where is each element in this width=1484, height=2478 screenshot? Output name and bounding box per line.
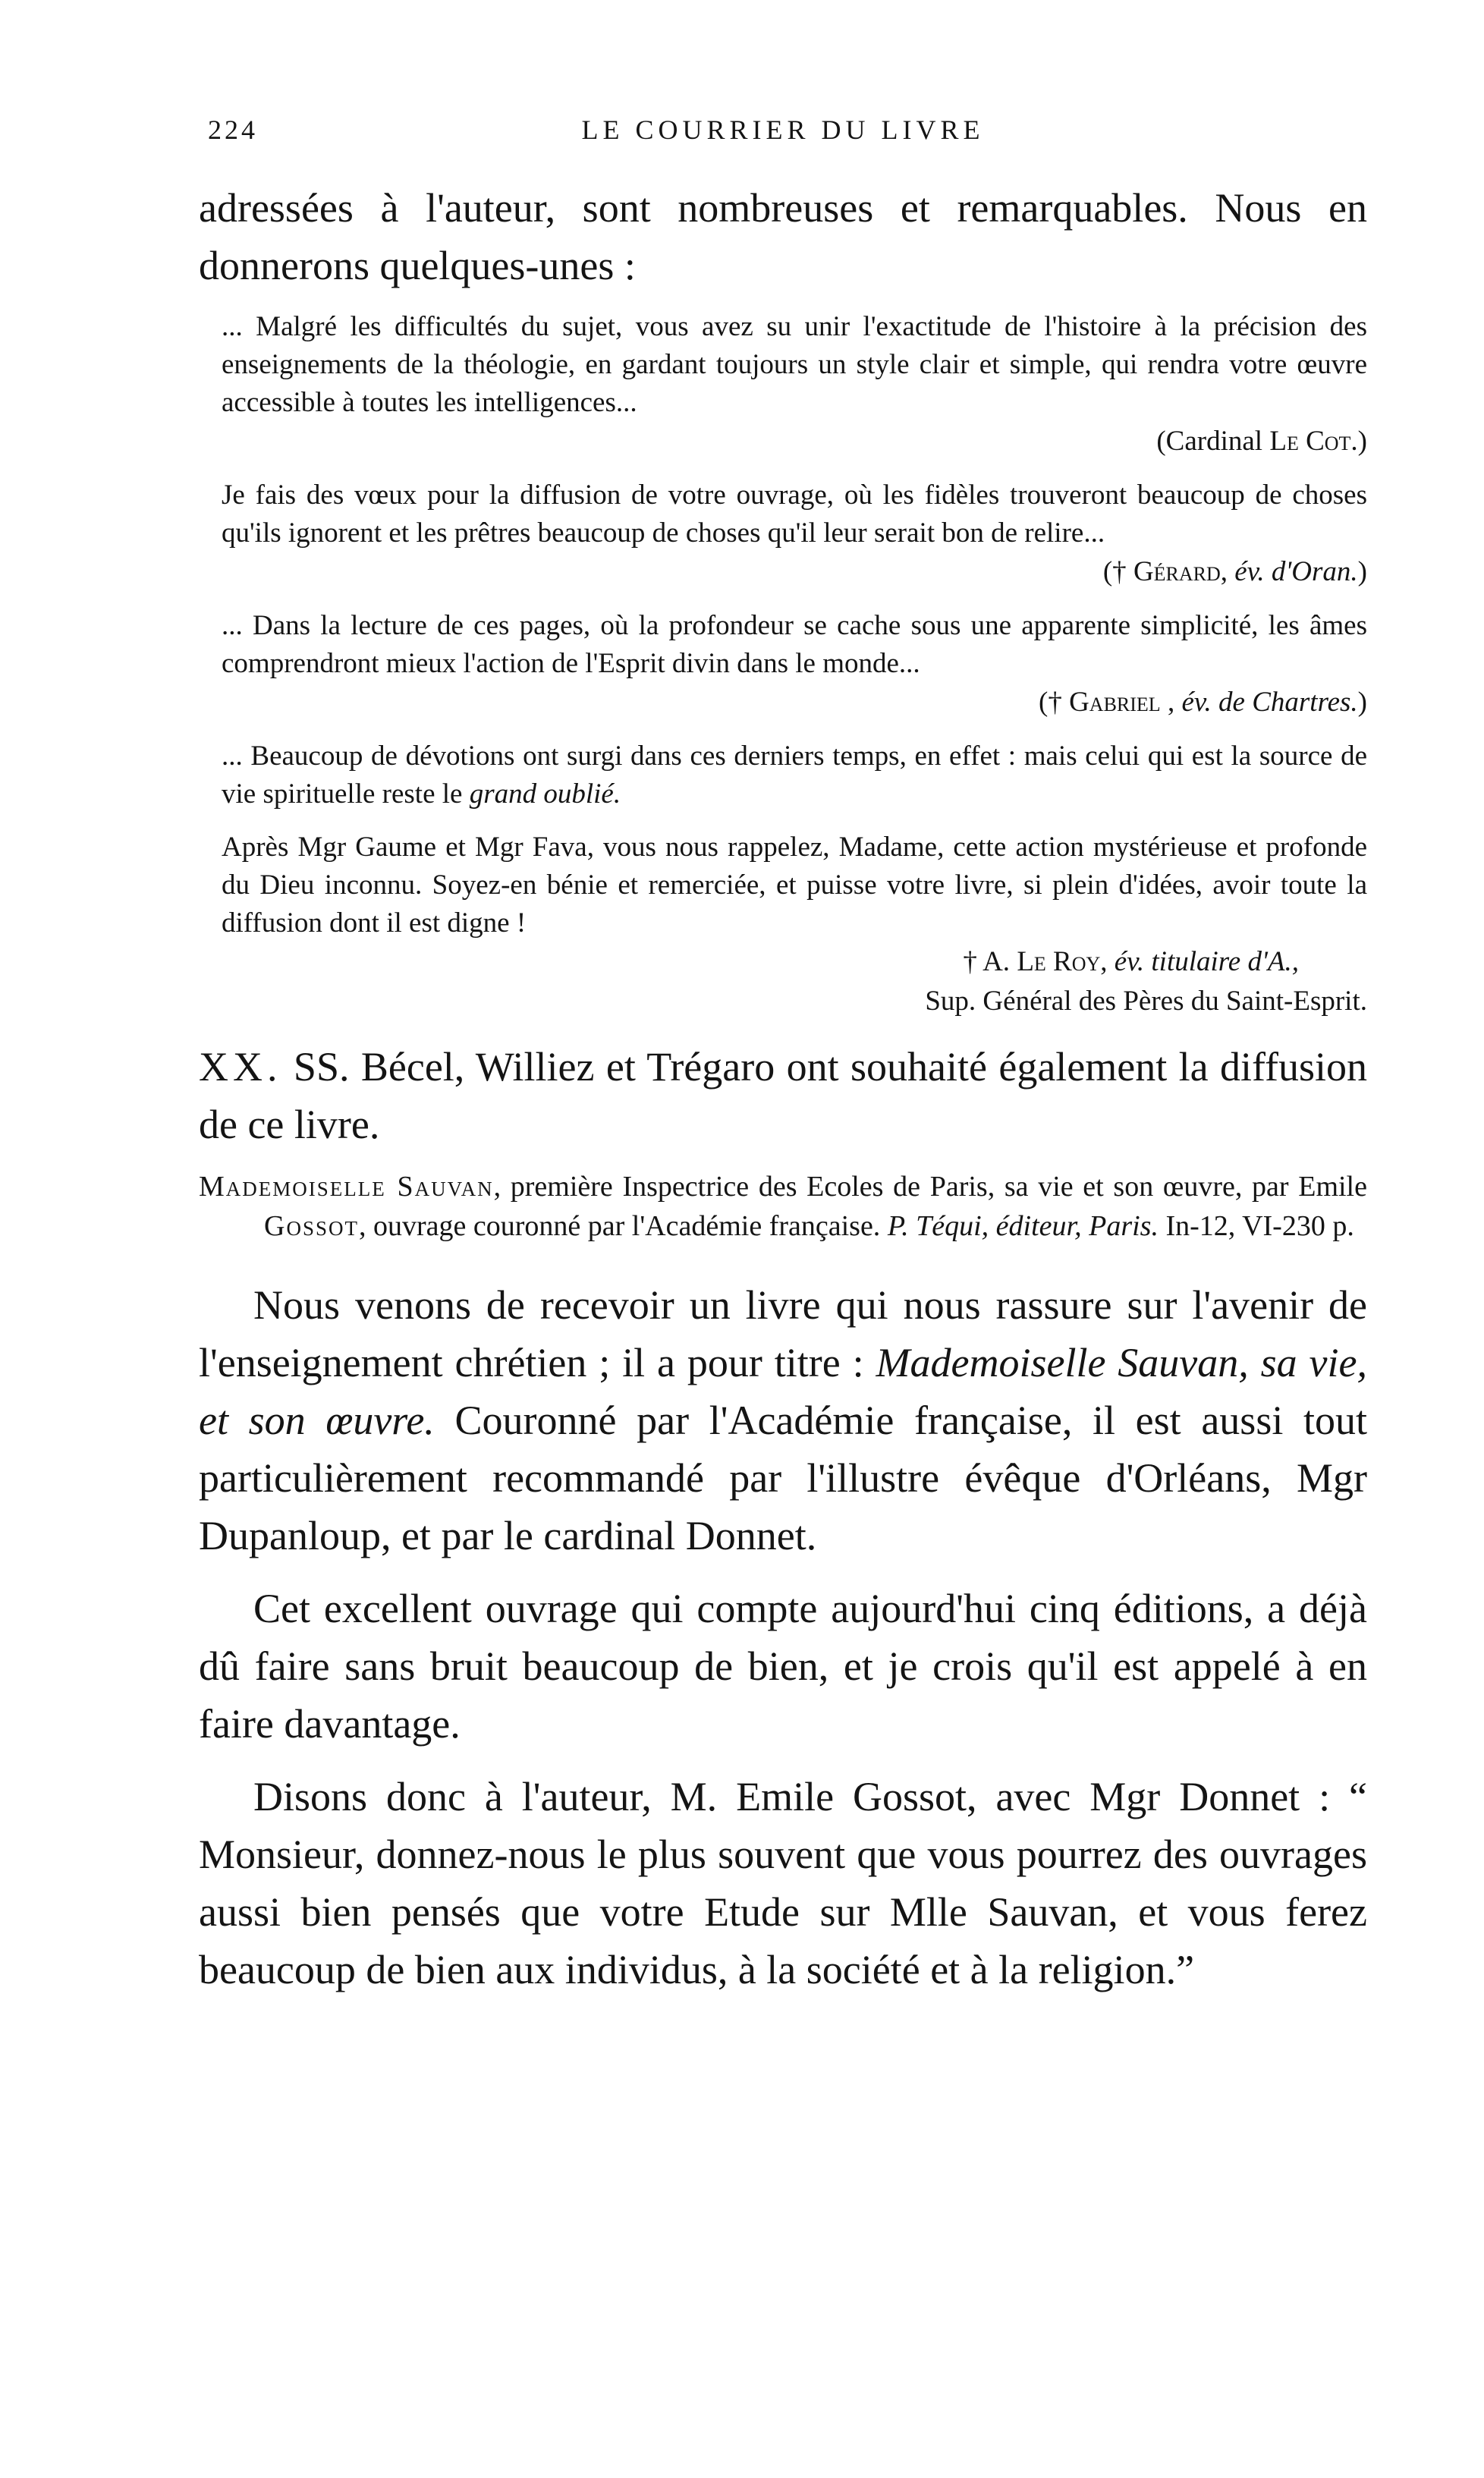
book-title-italic: Mademoiselle Sauvan, sa vie, et son œuvre. <box>199 1340 1367 1443</box>
paragraph-text: Nous venons de recevoir un livre qui nous rassure sur l'avenir de l'enseignement chrétien ; il a pour titre : <box>199 1282 1367 1385</box>
body-paragraph: Cet excellent ouvrage qui compte aujourd'hui cinq éditions, a déjà dû faire sans bruit beaucoup de bien, et je crois qu'il est appelé à en faire davantage. <box>199 1586 1367 1747</box>
book-description: , première Inspectrice des Ecoles de Paris, sa vie et son œuvre, par Emile <box>493 1171 1367 1203</box>
running-title: LE COURRIER DU LIVRE <box>581 115 985 145</box>
body-paragraph: Disons donc à l'auteur, M. Emile Gossot, avec Mgr Donnet : “ Monsieur, donnez-nous le plus souvent que vous pourrez des ouvrages aussi bien pensés que votre Etude sur Mlle Sauvan, et vous ferez beaucoup de bien aux individus, à la société et à la religion.” <box>199 1774 1367 1992</box>
quote-text-main: ... Beaucoup de dévotions ont surgi dans ces derniers temps, en effet : mais celui qui est la source de vie spirituelle reste le <box>222 741 1367 810</box>
signature-close: ) <box>1357 687 1367 718</box>
quote-signature <box>199 683 1367 722</box>
intro-paragraph: adressées à l'auteur, sont nombreuses et remarquables. Nous en donnerons quelques-unes : <box>199 185 1367 288</box>
signature-name: Gérard <box>1133 556 1221 587</box>
quote-text-italic: grand oublié. <box>469 778 621 810</box>
signature-name: Gabriel <box>1069 687 1161 718</box>
book-award: , ouvrage couronné par l'Académie française. <box>358 1210 888 1242</box>
page-number: 224 <box>208 115 258 145</box>
quote-signature <box>199 942 1367 982</box>
bibliography-entry <box>199 1167 1367 1246</box>
signature-suffix: , <box>1220 556 1235 587</box>
quote-signature-line2: Sup. Général des Pères du Saint-Esprit. <box>925 986 1367 1017</box>
signature-close: ) <box>1357 556 1367 587</box>
signature-prefix: † A. <box>963 946 1017 977</box>
book-author: Gossot <box>264 1210 359 1242</box>
paragraph-text: Couronné par l'Académie française, il est aussi tout particulièrement recommandé par l'illustre évêque d'Orléans, Mgr Dupanloup, et par le cardinal Donnet. <box>199 1398 1368 1558</box>
signature-prefix: († <box>1039 687 1070 718</box>
book-page <box>199 106 1367 1998</box>
book-title: Mademoiselle Sauvan <box>199 1171 494 1203</box>
section-number: XX. <box>199 1044 282 1090</box>
signature-name: Le Roy <box>1017 946 1101 977</box>
section-text: SS. Bécel, Williez et Trégaro ont souhaité également la diffusion de ce livre. <box>199 1044 1368 1147</box>
signature-suffix: .) <box>1350 426 1367 457</box>
signature-suffix: , <box>1160 687 1182 718</box>
quote-text: ... Dans la lecture de ces pages, où la profondeur se cache sous une apparente simplicité, les âmes comprendront mieux l'action de l'Esprit divin dans le monde... <box>222 610 1367 679</box>
quote-text <box>199 737 1367 813</box>
signature-title: év. titulaire d'A., <box>1114 946 1299 977</box>
body-paragraph <box>199 1276 1367 1564</box>
quote-text: Après Mgr Gaume et Mgr Fava, vous nous rappelez, Madame, cette action mystérieuse et profonde du Dieu inconnu. Soyez-en bénie et remerciée, et puisse votre livre, si plein d'idées, avoir toute la diffusion dont il est digne ! <box>222 832 1367 939</box>
quote-signature <box>199 552 1367 592</box>
book-publisher: P. Téqui, éditeur, Paris. <box>887 1210 1159 1242</box>
quote-text: Je fais des vœux pour la diffusion de votre ouvrage, où les fidèles trouveront beaucoup de choses qu'ils ignorent et les prêtres beaucoup de choses qu'il leur serait bon de relire... <box>222 480 1367 549</box>
quote-signature <box>199 422 1367 461</box>
running-header <box>199 106 1367 152</box>
signature-prefix: (Cardinal <box>1156 426 1270 457</box>
signature-name: Le Cot <box>1269 426 1351 457</box>
quote-text: ... Malgré les difficultés du sujet, vous avez su unir l'exactitude de l'histoire à la précision des enseignements de la théologie, en gardant toujours un style clair et simple, qui rendra votre œuvre accessible à toutes les intelligences... <box>222 311 1367 418</box>
signature-prefix: († <box>1102 556 1133 587</box>
signature-title: év. d'Oran. <box>1234 556 1358 587</box>
signature-title: év. de Chartres. <box>1181 687 1358 718</box>
book-format: In-12, VI-230 p. <box>1158 1210 1354 1242</box>
section-heading <box>199 1038 1367 1153</box>
signature-suffix: , <box>1100 946 1115 977</box>
